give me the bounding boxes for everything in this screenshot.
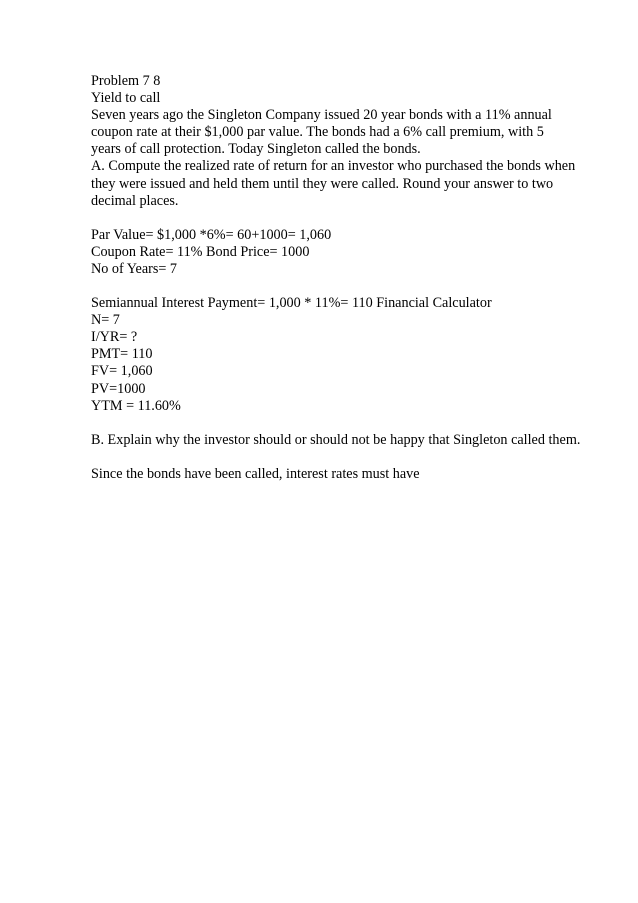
- paragraph-gap: [91, 415, 611, 432]
- problem-text-line: years of call protection. Today Singleton called the bonds.: [91, 141, 421, 158]
- problem-text-line: coupon rate at their $1,000 par value. The bonds had a 6% call premium, with 5: [91, 124, 544, 141]
- given-values: [91, 227, 611, 278]
- given-line: Par Value= $1,000 *6%= 60+1000= 1,060: [91, 226, 332, 243]
- problem-statement: [91, 107, 611, 158]
- paragraph-gap: [91, 449, 611, 466]
- calculation-line: Semiannual Interest Payment= 1,000 * 11%= 110 Financial Calculator: [91, 295, 492, 312]
- answer-b-line: Since the bonds have been called, interest rates must have: [91, 465, 420, 482]
- problem-header: [91, 73, 611, 107]
- given-line: No of Years= 7: [91, 260, 178, 277]
- paragraph-gap: [91, 278, 611, 295]
- question-a-line: decimal places.: [91, 192, 179, 209]
- paragraph-gap: [91, 210, 611, 227]
- calculation-line: PV=1000: [91, 380, 146, 397]
- calculation: [91, 295, 611, 415]
- problem-text-line: Seven years ago the Singleton Company issued 20 year bonds with a 11% annual: [91, 107, 552, 124]
- question-a-line: they were issued and held them until they were called. Round your answer to two: [91, 175, 554, 192]
- calculation-line: PMT= 110: [91, 346, 153, 363]
- problem-title: Yield to call: [91, 90, 161, 107]
- calculation-result: YTM = 11.60%: [91, 397, 181, 414]
- document-body: [91, 73, 611, 483]
- problem-number: Problem 7 8: [91, 73, 161, 89]
- calculation-line: N= 7: [91, 312, 120, 329]
- question-b: [91, 432, 611, 449]
- answer-b: [91, 466, 611, 483]
- calculation-line: FV= 1,060: [91, 363, 153, 380]
- calculation-line: I/YR= ?: [91, 329, 138, 346]
- question-b-line: B. Explain why the investor should or should not be happy that Singleton called them.: [91, 431, 581, 448]
- given-line: Coupon Rate= 11% Bond Price= 1000: [91, 243, 310, 260]
- question-a-line: A. Compute the realized rate of return for an investor who purchased the bonds when: [91, 158, 576, 175]
- question-a: [91, 158, 611, 209]
